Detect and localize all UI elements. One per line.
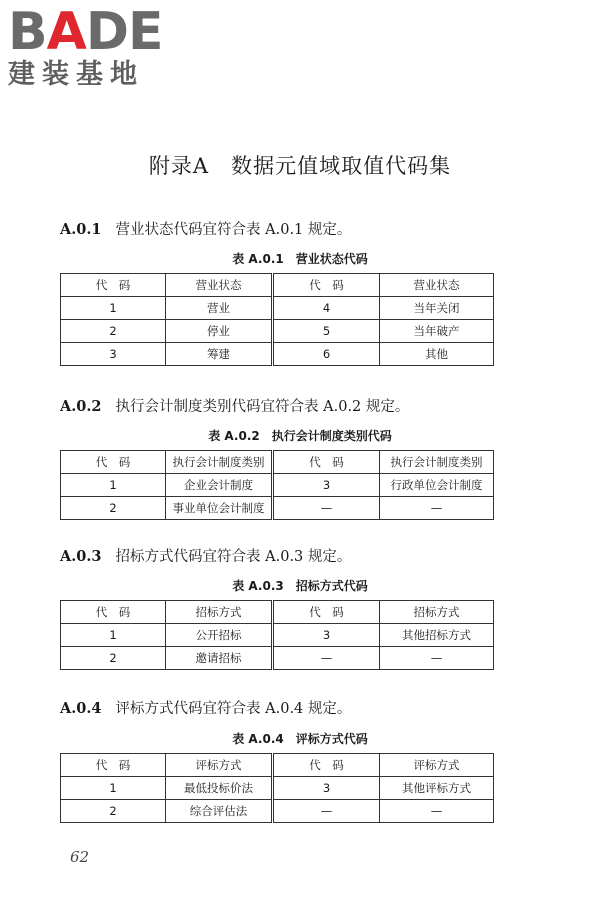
header-cell: 营业状态 (166, 274, 273, 297)
page-number: 62 (70, 848, 90, 866)
table-cell: — (273, 497, 380, 520)
table-cell: 事业单位会计制度 (166, 497, 273, 520)
table-header-row (61, 601, 494, 624)
table-row (61, 474, 494, 497)
table-cell: — (273, 647, 380, 670)
table-cell: 当年破产 (380, 320, 494, 343)
table-cell: 邀请招标 (166, 647, 273, 670)
table-cell: — (273, 800, 380, 823)
section-heading (60, 218, 351, 239)
logo-subtitle: 建装基地 (8, 59, 144, 90)
header-cell: 代 码 (61, 274, 166, 297)
section-text: 执行会计制度类别代码宜符合表 A.0.2 规定。 (115, 399, 410, 415)
header-cell: 招标方式 (166, 601, 273, 624)
table-header-row (61, 754, 494, 777)
table-cell: 综合评估法 (166, 800, 273, 823)
table-cell: 1 (61, 777, 166, 800)
header-cell: 代 码 (61, 754, 166, 777)
code-table (60, 600, 494, 670)
table-cell: 2 (61, 647, 166, 670)
table-cell: 最低投标价法 (166, 777, 273, 800)
table-cell: — (380, 800, 494, 823)
section-number: A.0.1 (60, 221, 102, 238)
header-cell: 营业状态 (380, 274, 494, 297)
table-cell: 公开招标 (166, 624, 273, 647)
table-cell: 5 (273, 320, 380, 343)
table-cell: 2 (61, 800, 166, 823)
table-row (61, 647, 494, 670)
table-row (61, 343, 494, 366)
header-cell: 代 码 (61, 601, 166, 624)
table-cell: 3 (61, 343, 166, 366)
table-cell: 当年关闭 (380, 297, 494, 320)
section-text: 招标方式代码宜符合表 A.0.3 规定。 (115, 549, 352, 565)
section-heading (60, 545, 351, 566)
header-cell: 评标方式 (380, 754, 494, 777)
table-row (61, 777, 494, 800)
header-cell: 评标方式 (166, 754, 273, 777)
table-header-row (61, 274, 494, 297)
header-cell: 执行会计制度类别 (380, 451, 494, 474)
section-number: A.0.2 (60, 398, 102, 415)
table-caption: 表 A.0.4 评标方式代码 (232, 732, 368, 746)
table-row (61, 624, 494, 647)
table-cell: 3 (273, 474, 380, 497)
table-cell: — (380, 497, 494, 520)
table-cell: 6 (273, 343, 380, 366)
table-caption: 表 A.0.1 营业状态代码 (232, 252, 368, 266)
table-cell: 行政单位会计制度 (380, 474, 494, 497)
table-cell: 3 (273, 624, 380, 647)
table-cell: 其他 (380, 343, 494, 366)
section-text: 评标方式代码宜符合表 A.0.4 规定。 (115, 701, 352, 717)
table-caption: 表 A.0.3 招标方式代码 (232, 579, 368, 593)
header-cell: 招标方式 (380, 601, 494, 624)
code-table (60, 450, 494, 520)
table-cell: 其他招标方式 (380, 624, 494, 647)
table-cell: 停业 (166, 320, 273, 343)
table-cell: 2 (61, 320, 166, 343)
header-cell: 代 码 (273, 451, 380, 474)
table-row (61, 297, 494, 320)
code-table (60, 273, 494, 366)
table-cell: 3 (273, 777, 380, 800)
table-row (61, 497, 494, 520)
table-cell: 1 (61, 474, 166, 497)
table-cell: 1 (61, 297, 166, 320)
header-cell: 代 码 (273, 601, 380, 624)
code-table (60, 753, 494, 823)
table-cell: 4 (273, 297, 380, 320)
section-number: A.0.4 (60, 700, 102, 717)
logo-wordmark: BADE (8, 2, 163, 62)
section-heading (60, 697, 351, 718)
table-cell: 1 (61, 624, 166, 647)
table-cell: 2 (61, 497, 166, 520)
header-cell: 执行会计制度类别 (166, 451, 273, 474)
table-cell: 营业 (166, 297, 273, 320)
header-cell: 代 码 (61, 451, 166, 474)
section-heading (60, 395, 409, 416)
table-row (61, 320, 494, 343)
table-cell: 其他评标方式 (380, 777, 494, 800)
section-number: A.0.3 (60, 548, 102, 565)
header-cell: 代 码 (273, 754, 380, 777)
section-text: 营业状态代码宜符合表 A.0.1 规定。 (115, 222, 352, 238)
table-header-row (61, 451, 494, 474)
header-cell: 代 码 (273, 274, 380, 297)
table-cell: — (380, 647, 494, 670)
table-caption: 表 A.0.2 执行会计制度类别代码 (208, 429, 392, 443)
table-cell: 筹建 (166, 343, 273, 366)
table-cell: 企业会计制度 (166, 474, 273, 497)
appendix-title: 附录A 数据元值域取值代码集 (148, 154, 452, 178)
brand-logo (8, 2, 178, 90)
table-row (61, 800, 494, 823)
